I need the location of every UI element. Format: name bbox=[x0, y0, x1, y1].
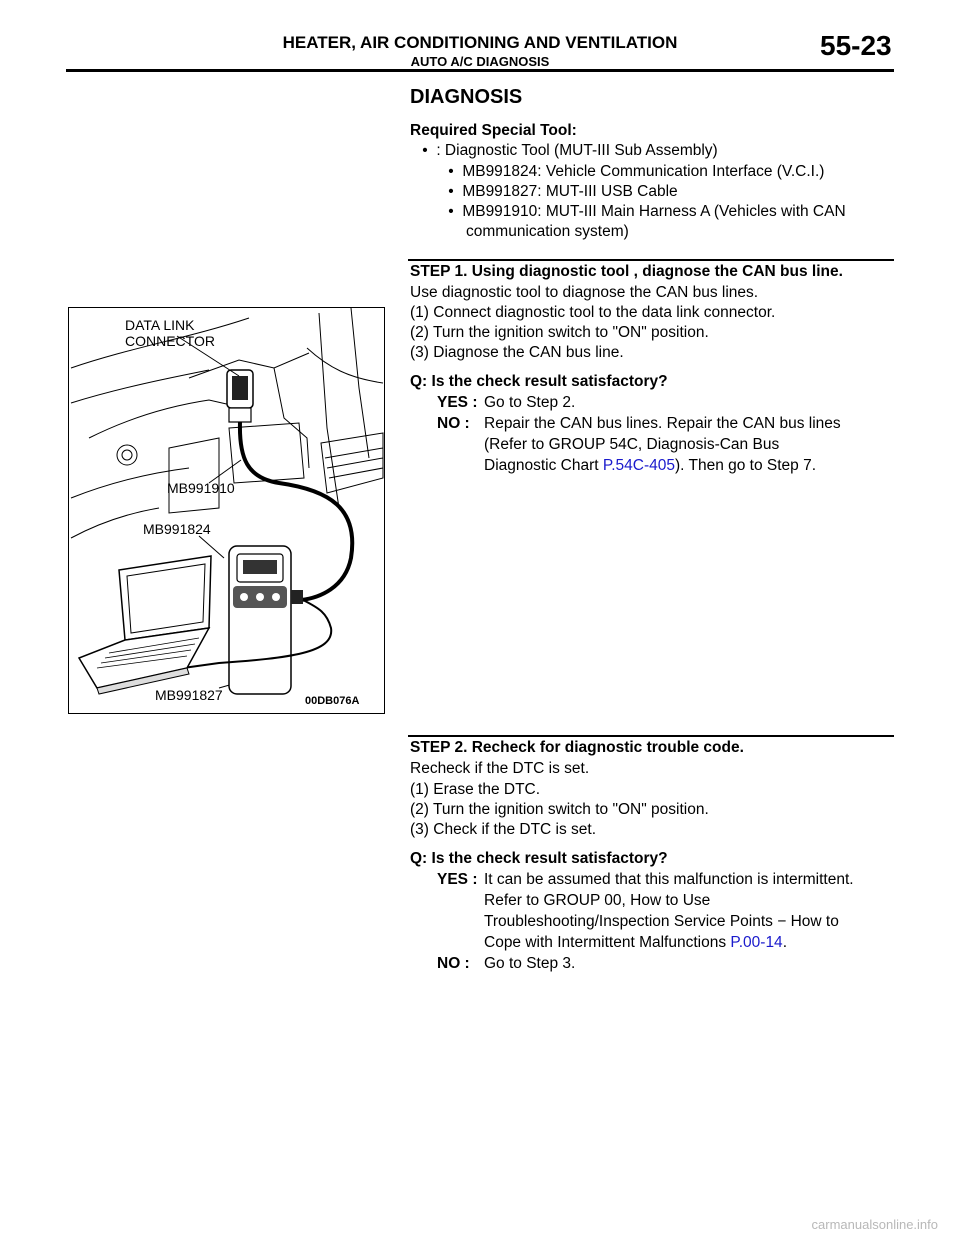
step1-rule bbox=[408, 259, 894, 261]
step2-question: Q: Is the check result satisfactory? bbox=[410, 850, 668, 867]
label-mb991910: MB991910 bbox=[167, 480, 235, 496]
step2-line: (3) Check if the DTC is set. bbox=[410, 821, 597, 838]
step2-line: (2) Turn the ignition switch to "ON" position. bbox=[410, 801, 709, 818]
step2-yes-label: YES : bbox=[437, 871, 478, 888]
step2-no-text: Go to Step 3. bbox=[484, 955, 576, 972]
bullet-icon: • bbox=[448, 183, 454, 200]
step2-yes-line: Refer to GROUP 00, How to Use bbox=[484, 892, 711, 909]
step2-line: Recheck if the DTC is set. bbox=[410, 760, 590, 777]
step1-line: Use diagnostic tool to diagnose the CAN bus lines. bbox=[410, 284, 759, 301]
step1-no-label: NO : bbox=[437, 415, 470, 432]
special-tool-subitem: • MB991827: MUT-III USB Cable bbox=[444, 182, 678, 203]
ref-link-00-14[interactable]: P.00-14 bbox=[730, 934, 783, 951]
bullet-icon: • bbox=[422, 142, 428, 159]
ref-link-54c-405[interactable]: P.54C-405 bbox=[602, 457, 675, 474]
figure-code: 00DB076A bbox=[305, 695, 360, 707]
label-mb991827: MB991827 bbox=[155, 687, 223, 703]
step1-yes-label: YES : bbox=[437, 394, 478, 411]
step1-line: (3) Diagnose the CAN bus line. bbox=[410, 344, 624, 361]
step1-no-line: Repair the CAN bus lines. Repair the CAN bus lines bbox=[484, 415, 841, 432]
special-tool-item: • : Diagnostic Tool (MUT-III Sub Assembly) bbox=[418, 141, 718, 162]
step1-no-line-last: Diagnostic Chart P.54C-405). Then go to Step 7. bbox=[484, 457, 817, 474]
special-tool-subitem-cont: communication system) bbox=[466, 223, 629, 240]
footer-watermark[interactable]: carmanualsonline.info bbox=[811, 1217, 938, 1232]
laptop-illustration bbox=[79, 556, 211, 694]
step2-yes-line: Troubleshooting/Inspection Service Points − How to bbox=[484, 913, 839, 930]
step2-line: (1) Erase the DTC. bbox=[410, 781, 541, 798]
header-rule bbox=[66, 69, 894, 72]
special-tool-subitem: • MB991910: MUT-III Main Harness A (Vehicles with CAN bbox=[444, 202, 846, 223]
step1-question: Q: Is the check result satisfactory? bbox=[410, 373, 668, 390]
label-data-link-line2: CONNECTOR bbox=[125, 333, 215, 349]
step2-yes-line: It can be assumed that this malfunction is intermittent. bbox=[484, 871, 854, 888]
step1-title: STEP 1. Using diagnostic tool , diagnose the CAN bus line. bbox=[410, 263, 843, 280]
connection-diagram bbox=[69, 308, 384, 713]
section-title: DIAGNOSIS bbox=[410, 86, 523, 108]
header-title: HEATER, AIR CONDITIONING AND VENTILATION bbox=[282, 33, 678, 52]
step2-rule bbox=[408, 735, 894, 737]
data-link-connector bbox=[227, 370, 253, 422]
step1-no-line: (Refer to GROUP 54C, Diagnosis-Can Bus bbox=[484, 436, 780, 453]
special-tool-label: Required Special Tool: bbox=[410, 122, 577, 139]
step1-line: (2) Turn the ignition switch to "ON" position. bbox=[410, 324, 709, 341]
label-mb991824: MB991824 bbox=[143, 521, 211, 537]
bullet-icon: • bbox=[448, 163, 454, 180]
step2-no-label: NO : bbox=[437, 955, 470, 972]
step1-line: (1) Connect diagnostic tool to the data link connector. bbox=[410, 304, 776, 321]
step2-title: STEP 2. Recheck for diagnostic trouble code. bbox=[410, 739, 744, 756]
special-tool-subitem: • MB991824: Vehicle Communication Interface (V.C.I.) bbox=[444, 162, 824, 183]
page-number: 55-23 bbox=[820, 30, 892, 61]
label-data-link-line1: DATA LINK bbox=[125, 317, 195, 333]
bullet-icon: • bbox=[448, 203, 454, 220]
vci-device bbox=[229, 546, 303, 694]
header-subtitle: AUTO A/C DIAGNOSIS bbox=[410, 54, 550, 69]
step2-yes-line-last: Cope with Intermittent Malfunctions P.00-14. bbox=[484, 934, 787, 951]
step1-yes-text: Go to Step 2. bbox=[484, 394, 576, 411]
diagnostic-tool-figure bbox=[68, 307, 385, 714]
